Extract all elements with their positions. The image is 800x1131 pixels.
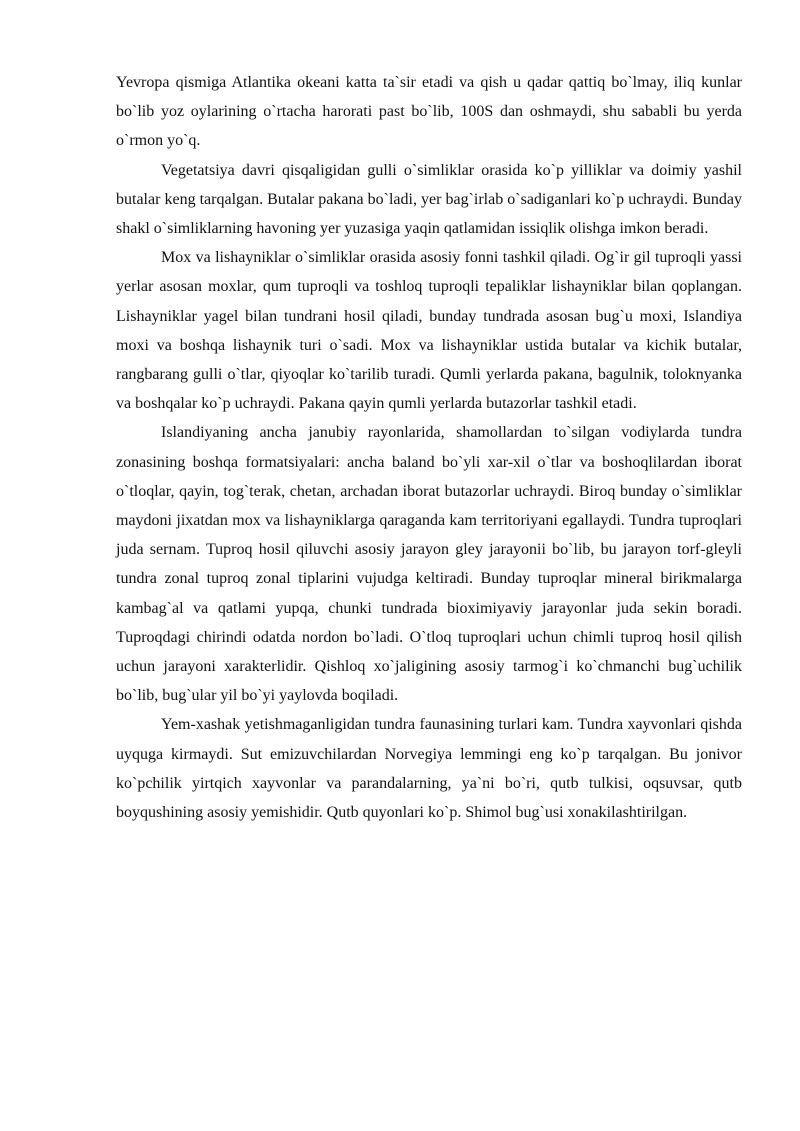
paragraph-iceland-soils: Islandiyaning ancha janubiy rayonlarida, shamollardan to`silgan vodiylarda tundra zonasining boshqa formatsiyalari: ancha baland bo`yli xar-xil o`tlar va boshoqlilardan iborat o`tloqlar, qayin, tog`terak, chetan, archadan iborat butazorlar uchraydi. Biroq bunday o`simliklar maydoni jixatdan mox va lishayniklarga qaraganda kam territoriyani egallaydi. Tundra tuproqlari juda sernam. Tuproq hosil qiluvchi asosiy jarayon gley jarayonii bo`lib, bu jarayon torf-gleyli tundra zonal tuproq zonal tiplarini vujudga keltiradi. Bunday tuproqlar mineral birikmalarga kambag`al va qatlami yupqa, chunki tundrada bioximiyaviy jarayonlar juda sekin boradi. Tuproqdagi chirindi odatda nordon bo`ladi. O`tloq tuproqlari uchun chimli tuproq hosil qilish uchun jarayoni xarakterlidir. Qishloq xo`jaligining asosiy tarmog`i ko`chmanchi bug`uchilik bo`lib, bug`ular yil bo`yi yaylovda boqiladi.: [116, 424, 742, 705]
paragraph-fauna: Yem-xashak yetishmaganligidan tundra faunasining turlari kam. Tundra xayvonlari qishda uyquga kirmaydi. Sut emizuvchilardan Norvegiya lemmingi eng ko`p tarqalgan. Bu jonivor ko`pchilik yirtqich xayvonlar va parandalarning, ya`ni bo`ri, qutb tulkisi, oqsuvsar, qutb boyqushining asosiy yemishidir. Qutb quyonlari ko`p. Shimol bug`usi xonakilashtirilgan.: [116, 716, 742, 822]
paragraph-vegetation: Vegetatsiya davri qisqaligidan gulli o`simliklar orasida ko`p yilliklar va doimiy yashil butalar keng tarqalgan. Butalar pakana bo`ladi, yer bag`irlab o`sadiganlari ko`p uchraydi. Bunday shakl o`simliklarning havoning yer yuzasiga yaqin qatlamidan issiqlik olishga imkon beradi.: [116, 161, 742, 238]
document-page: [116, 68, 742, 827]
paragraph-moss-lichen: Mox va lishayniklar o`simliklar orasida asosiy fonni tashkil qiladi. Og`ir gil tuproqli yassi yerlar asosan moxlar, qum tuproqli va toshloq tuproqli tepaliklar lishayniklar bilan qoplangan. Lishayniklar yagel bilan tundrani hosil qiladi, bunday tundrada asosan bug`u moxi, Islandiya moxi va boshqa lishaynik turi o`sadi. Mox va lishayniklar ustida butalar va kichik butalar, rangbarang gulli o`tlar, qiyoqlar ko`tarilib turadi. Qumli yerlarda pakana, bagulnik, toloknyanka va boshqalar ko`p uchraydi. Pakana qayin qumli yerlarda butazorlar tashkil etadi.: [116, 249, 742, 413]
paragraph-continuation: Yevropa qismiga Atlantika okeani katta ta`sir etadi va qish u qadar qattiq bo`lmay, iliq kunlar bo`lib yoz oylarining o`rtacha harorati past bo`lib, 100S dan oshmaydi, shu sababli bu yerda o`rmon yo`q.: [116, 74, 742, 150]
